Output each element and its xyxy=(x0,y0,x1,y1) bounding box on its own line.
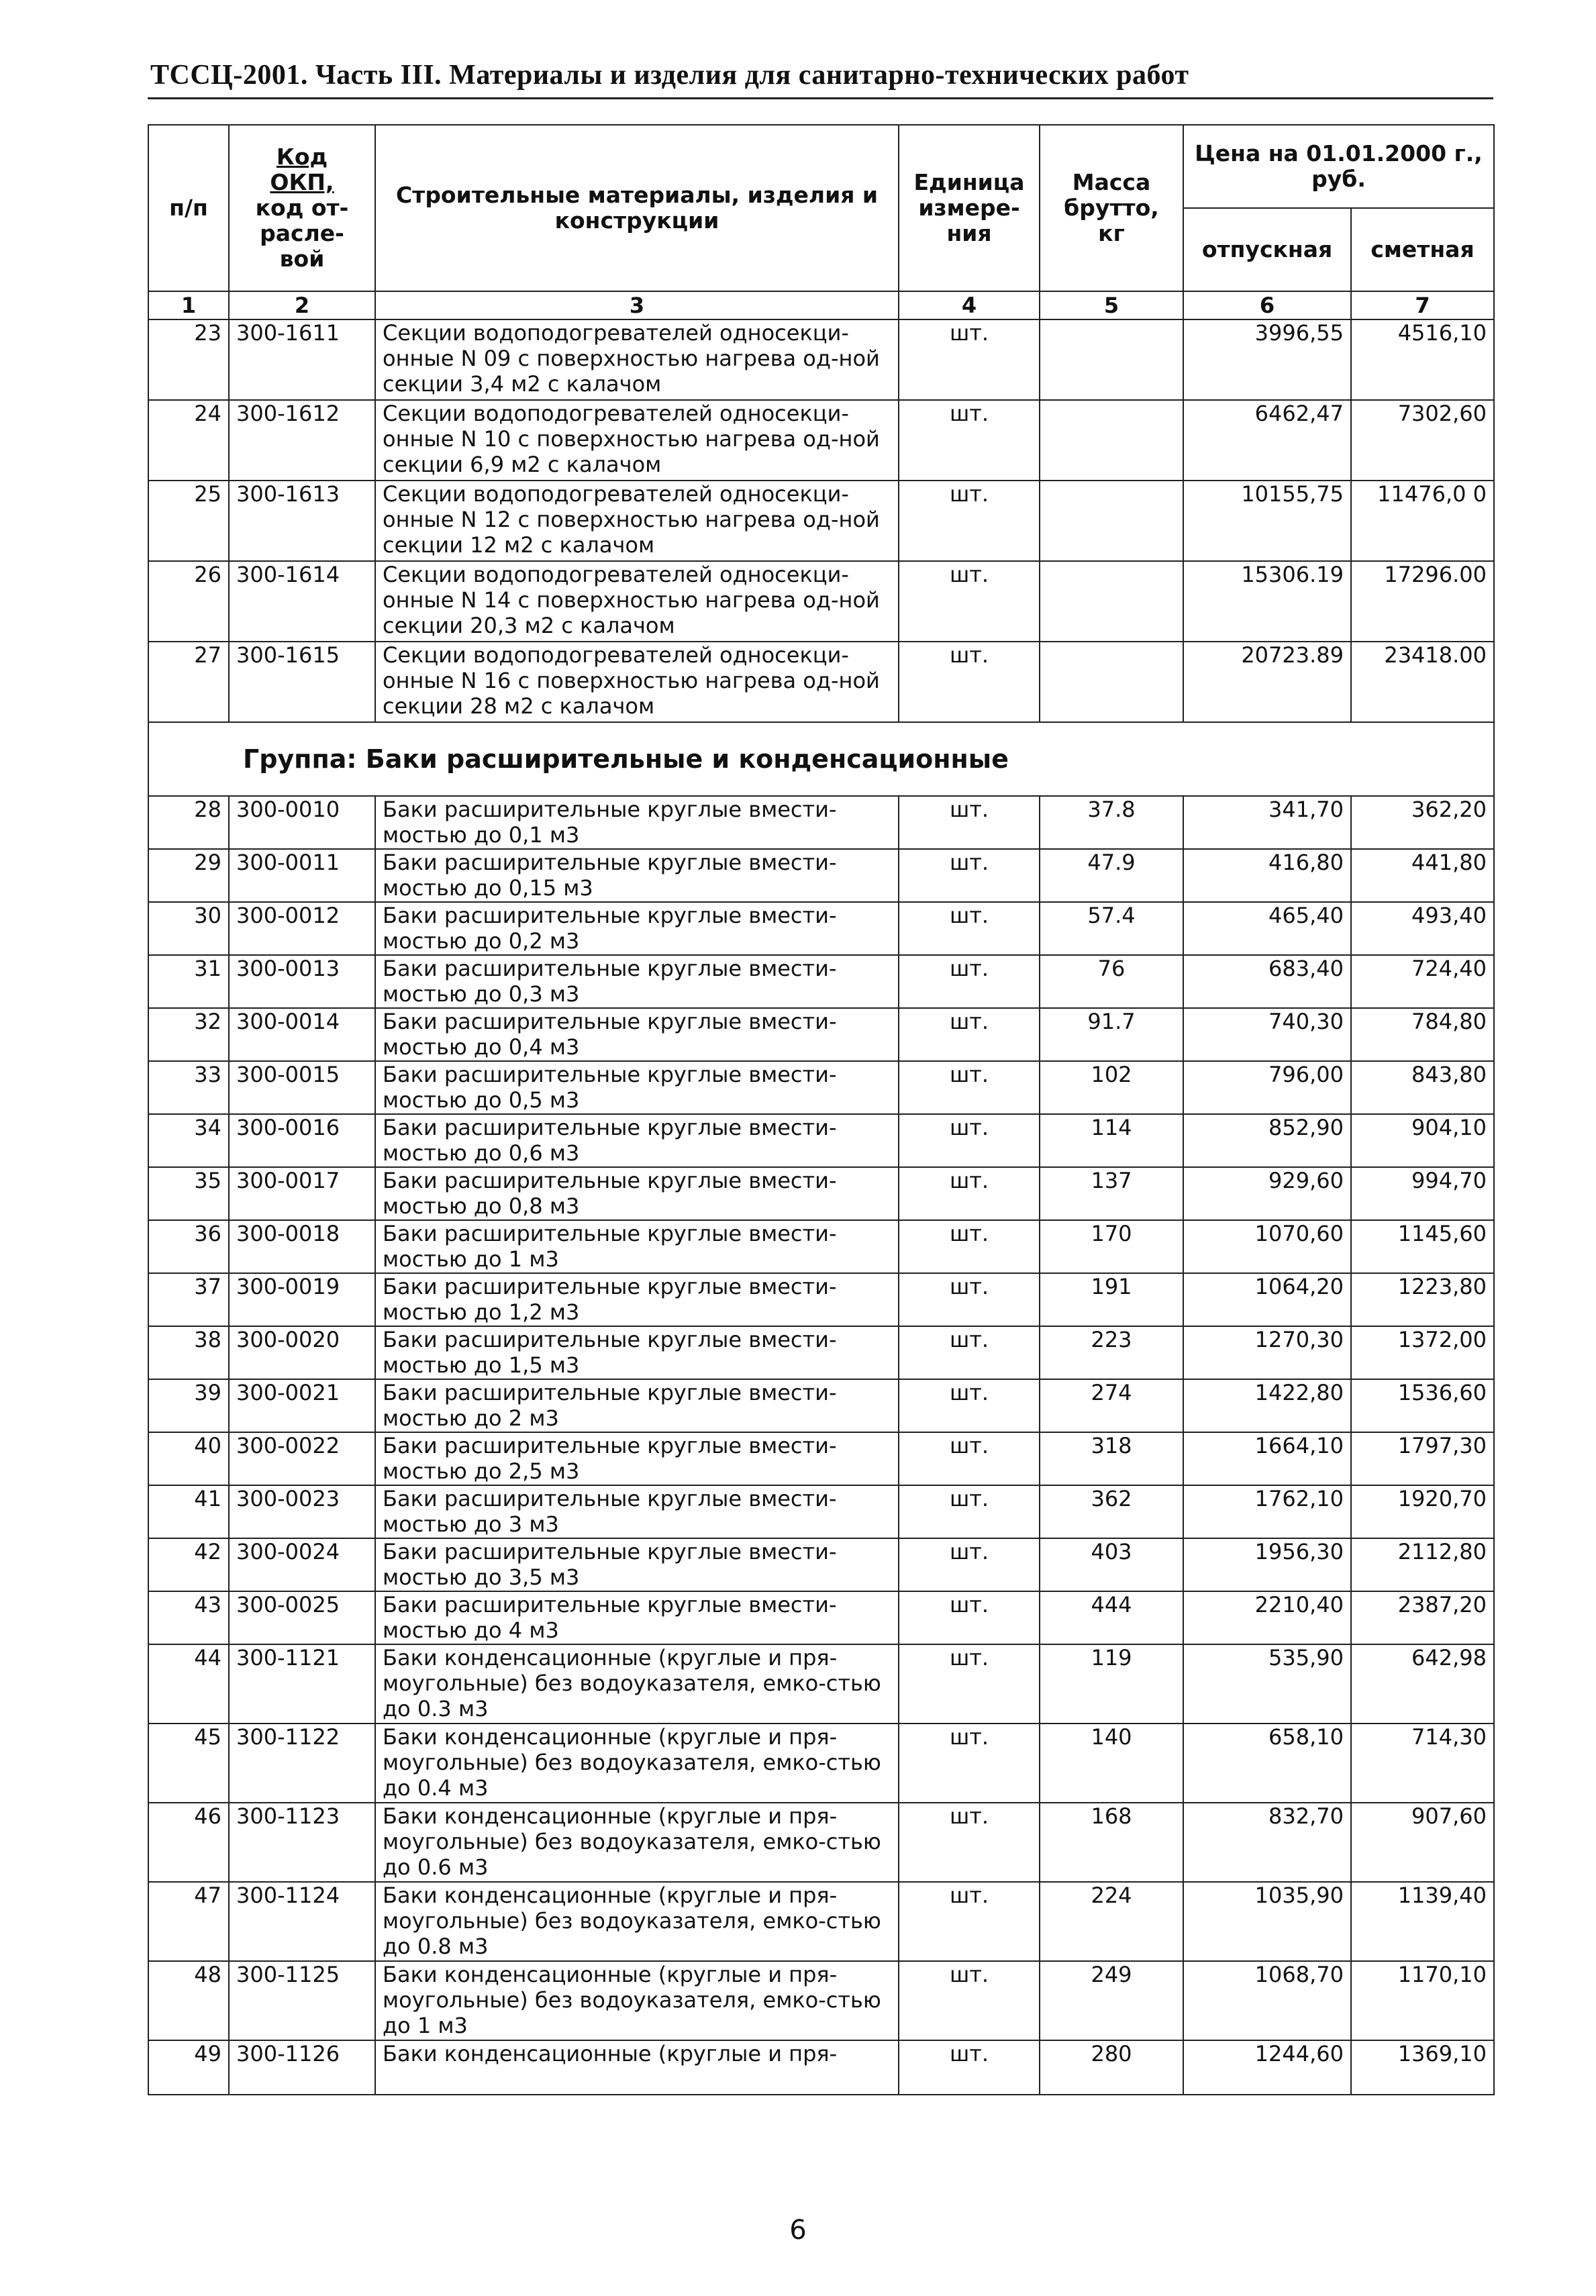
header-code-line4: расле- xyxy=(260,220,344,246)
cell-name: Баки расширительные круглые вмести-мостью до 0,1 м3 xyxy=(375,796,899,849)
cell-code: 300-1614 xyxy=(229,561,375,642)
cell-price-smet: 1920,70 xyxy=(1351,1485,1494,1538)
cell-unit: шт. xyxy=(899,1220,1040,1273)
cell-number: 43 xyxy=(148,1591,229,1644)
cell-number: 41 xyxy=(148,1485,229,1538)
cell-mass: 114 xyxy=(1040,1114,1183,1167)
cell-price-smet: 441,80 xyxy=(1351,849,1494,902)
cell-mass: 280 xyxy=(1040,2040,1183,2095)
cell-name: Баки расширительные круглые вмести-мостью до 1,2 м3 xyxy=(375,1273,899,1326)
cell-name: Баки расширительные круглые вмести-мостью до 2,5 м3 xyxy=(375,1432,899,1485)
cell-price-otpusk: 1068,70 xyxy=(1183,1961,1351,2040)
cell-mass: 91.7 xyxy=(1040,1008,1183,1061)
cell-name: Баки расширительные круглые вмести-мостью до 0,15 м3 xyxy=(375,849,899,902)
cell-number: 29 xyxy=(148,849,229,902)
cell-mass: 76 xyxy=(1040,955,1183,1008)
cell-mass: 168 xyxy=(1040,1803,1183,1882)
cell-number: 39 xyxy=(148,1379,229,1432)
cell-price-smet: 1369,10 xyxy=(1351,2040,1494,2095)
cell-code: 300-0021 xyxy=(229,1379,375,1432)
cell-number: 26 xyxy=(148,561,229,642)
cell-price-otpusk: 10155,75 xyxy=(1183,481,1351,561)
cell-price-smet: 2387,20 xyxy=(1351,1591,1494,1644)
header-code-line5: вой xyxy=(279,246,325,272)
table-row xyxy=(148,319,1494,400)
cell-price-otpusk: 832,70 xyxy=(1183,1803,1351,1882)
table-body-group xyxy=(148,722,1494,796)
cell-mass: 444 xyxy=(1040,1591,1183,1644)
cell-code: 300-1611 xyxy=(229,319,375,400)
cell-name: Баки расширительные круглые вмести-мостью до 0,5 м3 xyxy=(375,1061,899,1114)
cell-mass: 191 xyxy=(1040,1273,1183,1326)
cell-unit: шт. xyxy=(899,1961,1040,2040)
cell-mass xyxy=(1040,561,1183,642)
table-row xyxy=(148,902,1494,955)
cell-code: 300-0013 xyxy=(229,955,375,1008)
cell-price-smet: 7302,60 xyxy=(1351,400,1494,481)
cell-price-smet: 1372,00 xyxy=(1351,1326,1494,1379)
header-divider xyxy=(148,97,1493,99)
cell-name: Баки конденсационные (круглые и пря-моугольные) без водоуказателя, емко-стью до 1 м3 xyxy=(375,1961,899,2040)
table-row xyxy=(148,1432,1494,1485)
cell-unit: шт. xyxy=(899,1432,1040,1485)
cell-unit: шт. xyxy=(899,1379,1040,1432)
cell-price-otpusk: 796,00 xyxy=(1183,1061,1351,1114)
cell-code: 300-1613 xyxy=(229,481,375,561)
cell-mass xyxy=(1040,319,1183,400)
table-body-last-row xyxy=(148,2040,1494,2095)
col-number-2: 2 xyxy=(229,291,375,319)
cell-unit: шт. xyxy=(899,955,1040,1008)
header-code-line3: код от- xyxy=(255,195,349,221)
cell-number: 30 xyxy=(148,902,229,955)
cell-number: 40 xyxy=(148,1432,229,1485)
cell-number: 48 xyxy=(148,1961,229,2040)
cell-unit: шт. xyxy=(899,2040,1040,2095)
cell-unit: шт. xyxy=(899,1591,1040,1644)
cell-number: 35 xyxy=(148,1167,229,1220)
cell-number: 49 xyxy=(148,2040,229,2095)
cell-price-smet: 642,98 xyxy=(1351,1644,1494,1724)
cell-number: 37 xyxy=(148,1273,229,1326)
cell-unit: шт. xyxy=(899,849,1040,902)
cell-name: Секции водоподогревателей односекци-онные N 12 с поверхностью нагрева од-ной секции 12 м2 с калачом xyxy=(375,481,899,561)
cell-name: Секции водоподогревателей односекци-онные N 16 с поверхностью нагрева од-ной секции 28 м2 с калачом xyxy=(375,642,899,722)
cell-price-otpusk: 1956,30 xyxy=(1183,1538,1351,1591)
cell-name: Баки расширительные круглые вмести-мостью до 3 м3 xyxy=(375,1485,899,1538)
table-row xyxy=(148,1379,1494,1432)
col-number-4: 4 xyxy=(899,291,1040,319)
page-header-title: ТССЦ-2001. Часть III. Материалы и изделия для санитарно-технических работ xyxy=(150,60,1189,91)
cell-code: 300-0017 xyxy=(229,1167,375,1220)
cell-mass: 47.9 xyxy=(1040,849,1183,902)
cell-mass: 119 xyxy=(1040,1644,1183,1724)
cell-unit: шт. xyxy=(899,1538,1040,1591)
cell-name: Баки конденсационные (круглые и пря- xyxy=(375,2040,899,2095)
cell-price-smet: 724,40 xyxy=(1351,955,1494,1008)
table-row xyxy=(148,796,1494,849)
cell-code: 300-0025 xyxy=(229,1591,375,1644)
cell-code: 300-0020 xyxy=(229,1326,375,1379)
cell-number: 32 xyxy=(148,1008,229,1061)
cell-unit: шт. xyxy=(899,1803,1040,1882)
cell-price-otpusk: 2210,40 xyxy=(1183,1591,1351,1644)
cell-mass xyxy=(1040,642,1183,722)
cell-number: 28 xyxy=(148,796,229,849)
table-row xyxy=(148,1008,1494,1061)
table-row xyxy=(148,1273,1494,1326)
table-row xyxy=(148,1061,1494,1114)
cell-unit: шт. xyxy=(899,1326,1040,1379)
cell-price-smet: 493,40 xyxy=(1351,902,1494,955)
cell-price-otpusk: 740,30 xyxy=(1183,1008,1351,1061)
cell-price-smet: 904,10 xyxy=(1351,1114,1494,1167)
cell-price-smet: 4516,10 xyxy=(1351,319,1494,400)
header-mass: Масса брутто, кг xyxy=(1040,125,1183,291)
page-number: 6 xyxy=(789,2215,807,2246)
header-material: Строительные материалы, изделия и конструкции xyxy=(375,125,899,291)
cell-mass xyxy=(1040,481,1183,561)
cell-number: 24 xyxy=(148,400,229,481)
cell-code: 300-0012 xyxy=(229,902,375,955)
cell-price-otpusk: 1035,90 xyxy=(1183,1882,1351,1961)
cell-unit: шт. xyxy=(899,1167,1040,1220)
cell-number: 33 xyxy=(148,1061,229,1114)
table-body-condensate-tanks xyxy=(148,1644,1494,2040)
cell-price-otpusk: 683,40 xyxy=(1183,955,1351,1008)
cell-price-smet: 23418.00 xyxy=(1351,642,1494,722)
cell-unit: шт. xyxy=(899,642,1040,722)
cell-price-otpusk: 15306.19 xyxy=(1183,561,1351,642)
cell-mass: 249 xyxy=(1040,1961,1183,2040)
table-row xyxy=(148,849,1494,902)
cell-code: 300-0023 xyxy=(229,1485,375,1538)
cell-price-smet: 714,30 xyxy=(1351,1724,1494,1803)
cell-code: 300-0011 xyxy=(229,849,375,902)
cell-unit: шт. xyxy=(899,1061,1040,1114)
cell-price-otpusk: 3996,55 xyxy=(1183,319,1351,400)
cell-number: 23 xyxy=(148,319,229,400)
cell-code: 300-0014 xyxy=(229,1008,375,1061)
cell-price-otpusk: 1762,10 xyxy=(1183,1485,1351,1538)
cell-price-smet: 784,80 xyxy=(1351,1008,1494,1061)
cell-mass: 37.8 xyxy=(1040,796,1183,849)
cell-unit: шт. xyxy=(899,902,1040,955)
cell-unit: шт. xyxy=(899,1724,1040,1803)
cell-price-smet: 17296.00 xyxy=(1351,561,1494,642)
cell-unit: шт. xyxy=(899,400,1040,481)
cell-mass: 137 xyxy=(1040,1167,1183,1220)
cell-price-otpusk: 1070,60 xyxy=(1183,1220,1351,1273)
cell-price-smet: 2112,80 xyxy=(1351,1538,1494,1591)
cell-code: 300-1123 xyxy=(229,1803,375,1882)
cell-code: 300-0024 xyxy=(229,1538,375,1591)
cell-name: Баки расширительные круглые вмести-мостью до 1 м3 xyxy=(375,1220,899,1273)
cell-mass: 170 xyxy=(1040,1220,1183,1273)
table-row xyxy=(148,561,1494,642)
cell-name: Баки расширительные круглые вмести-мостью до 1,5 м3 xyxy=(375,1326,899,1379)
cell-price-smet: 1797,30 xyxy=(1351,1432,1494,1485)
header-code-line2: ОКП, xyxy=(270,169,334,195)
cell-price-otpusk: 658,10 xyxy=(1183,1724,1351,1803)
cell-code: 300-1615 xyxy=(229,642,375,722)
cell-mass: 224 xyxy=(1040,1882,1183,1961)
cell-name: Баки конденсационные (круглые и пря-моугольные) без водоуказателя, емко-стью до 0.3 м3 xyxy=(375,1644,899,1724)
col-number-7: 7 xyxy=(1351,291,1494,319)
cell-price-otpusk: 852,90 xyxy=(1183,1114,1351,1167)
cell-number: 34 xyxy=(148,1114,229,1167)
cell-unit: шт. xyxy=(899,319,1040,400)
table-row xyxy=(148,1326,1494,1379)
cell-number: 45 xyxy=(148,1724,229,1803)
cell-number: 42 xyxy=(148,1538,229,1591)
table-row xyxy=(148,1485,1494,1538)
cell-price-otpusk: 1244,60 xyxy=(1183,2040,1351,2095)
table-row xyxy=(148,1961,1494,2040)
cell-name: Баки расширительные круглые вмести-мостью до 0,2 м3 xyxy=(375,902,899,955)
cell-unit: шт. xyxy=(899,1008,1040,1061)
header-price-smet: сметная xyxy=(1351,208,1494,291)
cell-mass: 102 xyxy=(1040,1061,1183,1114)
cell-code: 300-1126 xyxy=(229,2040,375,2095)
cell-price-otpusk: 6462,47 xyxy=(1183,400,1351,481)
cell-unit: шт. xyxy=(899,796,1040,849)
header-price-otpusk: отпускная xyxy=(1183,208,1351,291)
cell-unit: шт. xyxy=(899,1114,1040,1167)
cell-price-smet: 994,70 xyxy=(1351,1167,1494,1220)
cell-code: 300-0015 xyxy=(229,1061,375,1114)
cell-unit: шт. xyxy=(899,1644,1040,1724)
cell-number: 44 xyxy=(148,1644,229,1724)
cell-code: 300-1612 xyxy=(229,400,375,481)
cell-mass: 223 xyxy=(1040,1326,1183,1379)
col-number-3: 3 xyxy=(375,291,899,319)
cell-number: 47 xyxy=(148,1882,229,1961)
cell-price-smet: 11476,0 0 xyxy=(1351,481,1494,561)
cell-mass: 57.4 xyxy=(1040,902,1183,955)
table-row xyxy=(148,955,1494,1008)
cell-unit: шт. xyxy=(899,1273,1040,1326)
table-row xyxy=(148,400,1494,481)
header-unit: Единица измере-ния xyxy=(899,125,1040,291)
cell-price-smet: 1170,10 xyxy=(1351,1961,1494,2040)
cell-number: 46 xyxy=(148,1803,229,1882)
cell-number: 25 xyxy=(148,481,229,561)
table-body-expansion-tanks xyxy=(148,796,1494,1644)
cell-price-otpusk: 20723.89 xyxy=(1183,642,1351,722)
cell-name: Баки расширительные круглые вмести-мостью до 0,8 м3 xyxy=(375,1167,899,1220)
table-row xyxy=(148,1591,1494,1644)
cell-price-smet: 1536,60 xyxy=(1351,1379,1494,1432)
cell-price-otpusk: 929,60 xyxy=(1183,1167,1351,1220)
cell-name: Баки расширительные круглые вмести-мостью до 0,3 м3 xyxy=(375,955,899,1008)
cell-price-otpusk: 465,40 xyxy=(1183,902,1351,955)
cell-mass xyxy=(1040,400,1183,481)
cell-price-otpusk: 1664,10 xyxy=(1183,1432,1351,1485)
cell-price-smet: 1145,60 xyxy=(1351,1220,1494,1273)
cell-unit: шт. xyxy=(899,561,1040,642)
cell-number: 31 xyxy=(148,955,229,1008)
table-row xyxy=(148,642,1494,722)
cell-name: Баки конденсационные (круглые и пря-моугольные) без водоуказателя, емко-стью до 0.4 м3 xyxy=(375,1724,899,1803)
price-table xyxy=(148,124,1495,2095)
cell-price-smet: 1223,80 xyxy=(1351,1273,1494,1326)
cell-unit: шт. xyxy=(899,481,1040,561)
cell-price-otpusk: 341,70 xyxy=(1183,796,1351,849)
cell-number: 38 xyxy=(148,1326,229,1379)
cell-name: Баки расширительные круглые вмести-мостью до 0,4 м3 xyxy=(375,1008,899,1061)
table-row xyxy=(148,1220,1494,1273)
cell-name: Секции водоподогревателей односекци-онные N 10 с поверхностью нагрева од-ной секции 6,9 м2 с калачом xyxy=(375,400,899,481)
header-code xyxy=(229,125,375,291)
cell-unit: шт. xyxy=(899,1485,1040,1538)
col-number-6: 6 xyxy=(1183,291,1351,319)
cell-price-otpusk: 535,90 xyxy=(1183,1644,1351,1724)
cell-code: 300-0010 xyxy=(229,796,375,849)
cell-mass: 403 xyxy=(1040,1538,1183,1591)
table-row xyxy=(148,1644,1494,1724)
cell-mass: 274 xyxy=(1040,1379,1183,1432)
col-number-1: 1 xyxy=(148,291,229,319)
cell-name: Баки конденсационные (круглые и пря-моугольные) без водоуказателя, емко-стью до 0.6 м3 xyxy=(375,1803,899,1882)
cell-price-smet: 907,60 xyxy=(1351,1803,1494,1882)
group-title: Группа: Баки расширительные и конденсационные xyxy=(148,722,1494,796)
table-row xyxy=(148,1114,1494,1167)
cell-price-otpusk: 1270,30 xyxy=(1183,1326,1351,1379)
cell-number: 27 xyxy=(148,642,229,722)
cell-mass: 362 xyxy=(1040,1485,1183,1538)
cell-code: 300-0018 xyxy=(229,1220,375,1273)
table-row xyxy=(148,481,1494,561)
cell-price-otpusk: 416,80 xyxy=(1183,849,1351,902)
table-row xyxy=(148,1167,1494,1220)
cell-name: Баки расширительные круглые вмести-мостью до 0,6 м3 xyxy=(375,1114,899,1167)
table-row xyxy=(148,1803,1494,1882)
cell-name: Баки расширительные круглые вмести-мостью до 4 м3 xyxy=(375,1591,899,1644)
cell-code: 300-0019 xyxy=(229,1273,375,1326)
cell-price-smet: 362,20 xyxy=(1351,796,1494,849)
cell-number: 36 xyxy=(148,1220,229,1273)
cell-name: Баки расширительные круглые вмести-мостью до 3,5 м3 xyxy=(375,1538,899,1591)
cell-name: Баки расширительные круглые вмести-мостью до 2 м3 xyxy=(375,1379,899,1432)
cell-price-otpusk: 1064,20 xyxy=(1183,1273,1351,1326)
cell-code: 300-1122 xyxy=(229,1724,375,1803)
cell-mass: 318 xyxy=(1040,1432,1183,1485)
cell-code: 300-1124 xyxy=(229,1882,375,1961)
cell-code: 300-1125 xyxy=(229,1961,375,2040)
cell-name: Секции водоподогревателей односекци-онные N 14 с поверхностью нагрева од-ной секции 20,3 м2 с калачом xyxy=(375,561,899,642)
table-row xyxy=(148,1538,1494,1591)
col-number-5: 5 xyxy=(1040,291,1183,319)
header-price: Цена на 01.01.2000 г., руб. xyxy=(1183,125,1494,208)
table-row xyxy=(148,2040,1494,2095)
cell-price-smet: 1139,40 xyxy=(1351,1882,1494,1961)
cell-price-otpusk: 1422,80 xyxy=(1183,1379,1351,1432)
cell-code: 300-1121 xyxy=(229,1644,375,1724)
cell-name: Секции водоподогревателей односекци-онные N 09 с поверхностью нагрева од-ной секции 3,4 м2 с калачом xyxy=(375,319,899,400)
cell-mass: 140 xyxy=(1040,1724,1183,1803)
table-row xyxy=(148,1724,1494,1803)
header-code-line1: Код xyxy=(276,144,328,170)
cell-code: 300-0016 xyxy=(229,1114,375,1167)
header-pp: п/п xyxy=(148,125,229,291)
cell-name: Баки конденсационные (круглые и пря-моугольные) без водоуказателя, емко-стью до 0.8 м3 xyxy=(375,1882,899,1961)
cell-code: 300-0022 xyxy=(229,1432,375,1485)
cell-price-smet: 843,80 xyxy=(1351,1061,1494,1114)
table-row xyxy=(148,1882,1494,1961)
cell-unit: шт. xyxy=(899,1882,1040,1961)
table-body-heater-sections xyxy=(148,319,1494,722)
